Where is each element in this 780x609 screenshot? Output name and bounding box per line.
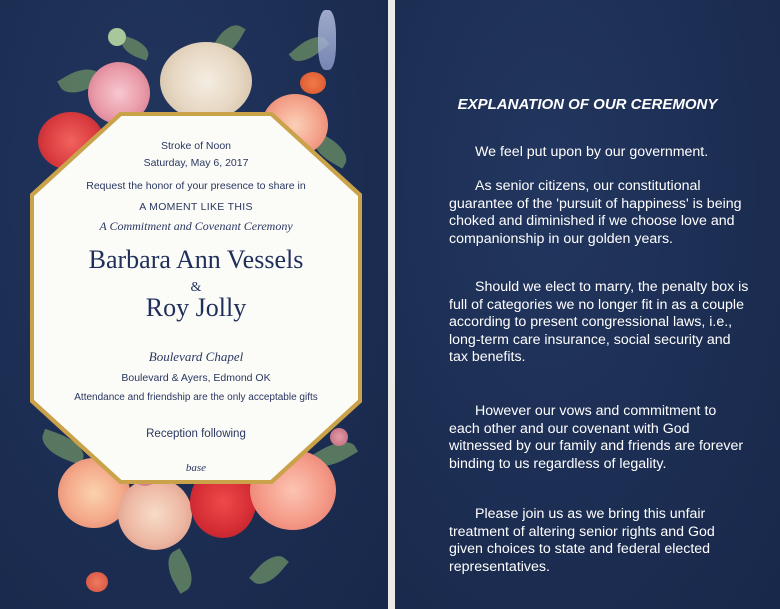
paragraph-1 <box>449 144 749 162</box>
reception-note: Reception following <box>146 428 246 440</box>
explanation-title: EXPLANATION OF OUR CEREMONY <box>457 96 718 113</box>
paragraph-2 <box>449 178 749 248</box>
paragraph-3-text: Should we elect to marry, the penalty box is full of categories we no longer fit in as a couple according to present congressional laws, i.e., long-term care insurance, social security and tax benefits. <box>449 279 749 365</box>
ampersand: & <box>190 280 202 295</box>
card-divider <box>388 0 395 609</box>
name-2: Roy Jolly <box>145 293 247 322</box>
venue-name: Boulevard Chapel <box>148 349 244 364</box>
signature-mark: base <box>185 462 207 474</box>
paragraph-5-text: Please join us as we bring this unfair treatment of altering senior rights and God given choices to state and federal elected representatives. <box>449 506 715 575</box>
invitation-date: Saturday, May 6, 2017 <box>143 157 249 169</box>
invitation-request: Request the honor of your presence to share in <box>86 180 306 192</box>
paragraph-4-text: However our vows and commitment to each other and our covenant with God witnessed by our family and friends are forever binding to us regardless of legality. <box>449 403 744 472</box>
paragraph-4 <box>449 403 749 473</box>
event-caps-title: A MOMENT LIKE THIS <box>139 201 253 213</box>
invitation-time: Stroke of Noon <box>160 140 232 152</box>
paragraph-5 <box>449 506 749 576</box>
name-1: Barbara Ann Vessels <box>88 245 304 274</box>
gifts-note: Attendance and friendship are the only acceptable gifts <box>74 392 318 403</box>
paragraph-1-text: We feel put upon by our government. <box>475 144 709 160</box>
event-subtitle: A Commitment and Covenant Ceremony <box>99 219 293 233</box>
venue-address: Boulevard & Ayers, Edmond OK <box>121 372 271 384</box>
paragraph-3 <box>449 279 749 367</box>
paragraph-2-text: As senior citizens, our constitutional guarantee of the 'pursuit of happiness' is being choked and diminished if we choose love and companionship in our golden years. <box>449 178 742 247</box>
